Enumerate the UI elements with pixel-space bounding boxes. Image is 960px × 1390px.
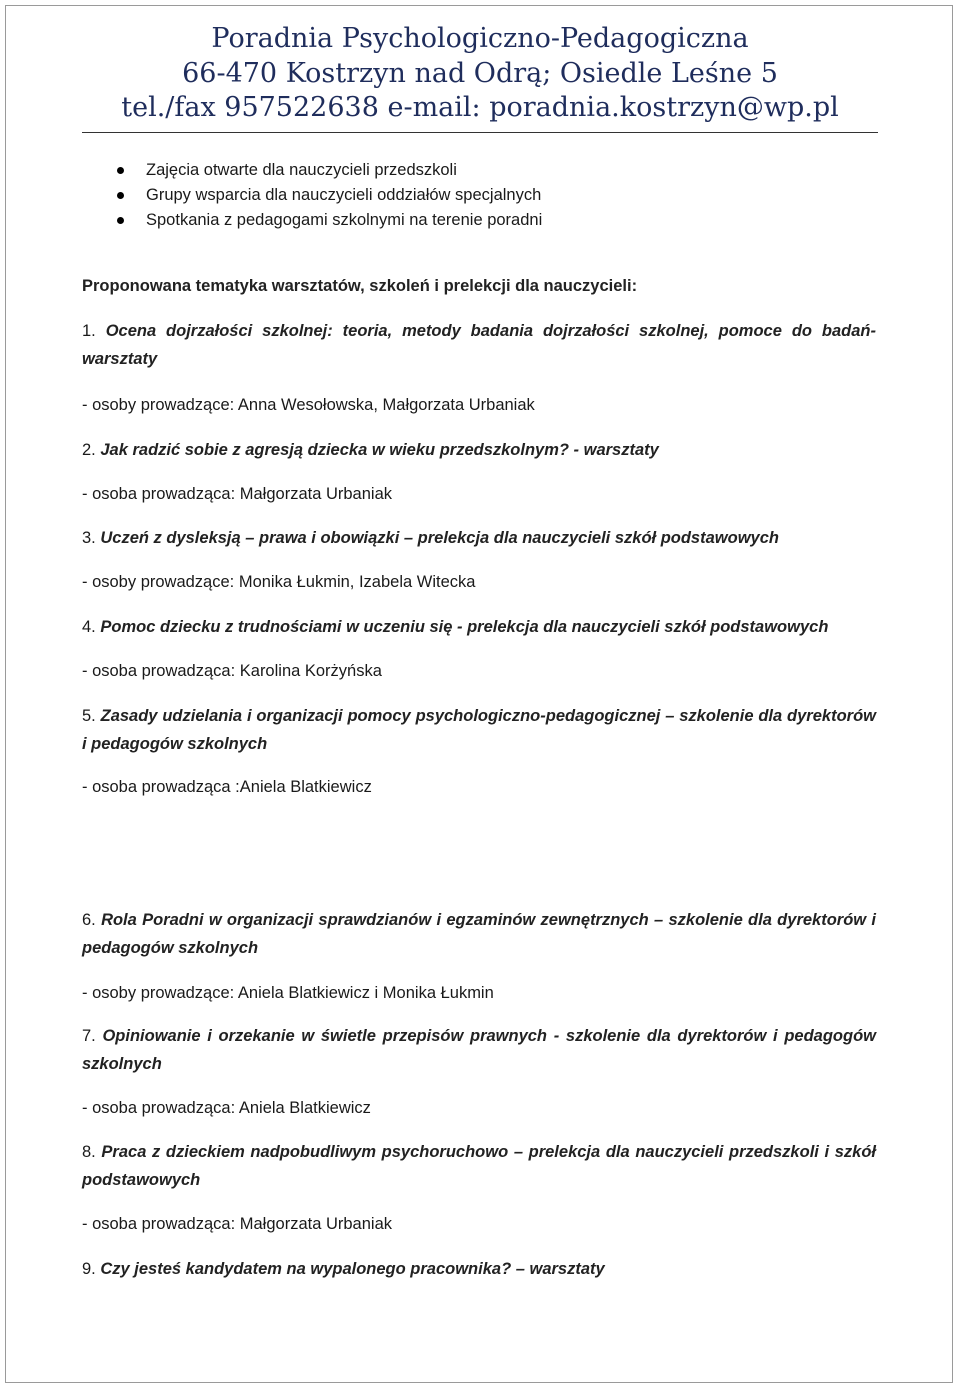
- topic-presenters: - osoba prowadząca: Małgorzata Urbaniak: [82, 485, 392, 503]
- topic-number: 7.: [82, 1027, 96, 1045]
- topic-number: 3.: [82, 529, 96, 547]
- topic-number: 8.: [82, 1143, 96, 1161]
- topic-number: 4.: [82, 618, 96, 636]
- topic-number: 1.: [82, 322, 96, 340]
- header-divider: [82, 132, 878, 133]
- topic-item-5: [82, 702, 876, 758]
- topic-item-1: [82, 317, 876, 373]
- section-heading: Proponowana tematyka warsztatów, szkoleń i prelekcji dla nauczycieli:: [82, 277, 638, 295]
- header-institution-name: Poradnia Psychologiczno-Pedagogiczna: [211, 23, 749, 54]
- topic-presenters: - osoba prowadząca: Małgorzata Urbaniak: [82, 1215, 392, 1233]
- topic-presenters: - osoba prowadząca: Aniela Blatkiewicz: [82, 1099, 371, 1117]
- topic-presenters: - osoby prowadzące: Monika Łukmin, Izabela Witecka: [82, 573, 476, 591]
- topic-number: 5.: [82, 707, 96, 725]
- topic-item-2: [82, 436, 876, 464]
- topic-title: Opiniowanie i orzekanie w świetle przepisów prawnych - szkolenie dla dyrektorów i pedagogów szkolnych: [82, 1027, 876, 1073]
- topic-presenters: - osoba prowadząca: Karolina Korżyńska: [82, 662, 382, 680]
- topic-item-3: [82, 524, 876, 552]
- topic-item-8: [82, 1138, 876, 1194]
- topic-number: 6.: [82, 911, 96, 929]
- topic-title: Praca z dzieckiem nadpobudliwym psychoruchowo – prelekcja dla nauczycieli przedszkoli i szkół podstawowych: [82, 1143, 876, 1189]
- topic-title: Pomoc dziecku z trudnościami w uczeniu się - prelekcja dla nauczycieli szkół podstawowych: [100, 618, 829, 636]
- list-item: [112, 208, 872, 233]
- topic-item-9: [82, 1255, 876, 1283]
- list-item-text: Zajęcia otwarte dla nauczycieli przedszkoli: [146, 161, 457, 179]
- topic-presenters: - osoby prowadzące: Aniela Blatkiewicz i Monika Łukmin: [82, 984, 494, 1002]
- topic-title: Uczeń z dysleksją – prawa i obowiązki – prelekcja dla nauczycieli szkół podstawowych: [100, 529, 779, 547]
- topic-number: 2.: [82, 441, 96, 459]
- list-item: [112, 183, 872, 208]
- list-item-text: Spotkania z pedagogami szkolnymi na terenie poradni: [146, 211, 543, 229]
- topic-title: Jak radzić sobie z agresją dziecka w wieku przedszkolnym? - warsztaty: [100, 441, 659, 459]
- activities-list: [112, 158, 872, 233]
- document-header: [82, 22, 878, 126]
- header-address: 66-470 Kostrzyn nad Odrą; Osiedle Leśne 5: [182, 57, 778, 89]
- bullet-icon: [117, 217, 124, 224]
- topic-item-4: [82, 613, 876, 641]
- topic-title: Zasady udzielania i organizacji pomocy psychologiczno-pedagogicznej – szkolenie dla dyrektorów i pedagogów szkolnych: [82, 707, 876, 753]
- topic-number: 9.: [82, 1260, 96, 1278]
- topic-title: Czy jesteś kandydatem na wypalonego pracownika? – warsztaty: [100, 1260, 605, 1278]
- bullet-icon: [117, 192, 124, 199]
- topic-title: Rola Poradni w organizacji sprawdzianów i egzaminów zewnętrznych – szkolenie dla dyrektorów i pedagogów szkolnych: [82, 911, 876, 957]
- list-item-text: Grupy wsparcia dla nauczycieli oddziałów specjalnych: [146, 186, 542, 204]
- topic-presenters: - osoby prowadzące: Anna Wesołowska, Małgorzata Urbaniak: [82, 396, 535, 414]
- list-item: [112, 158, 872, 183]
- topic-presenters: - osoba prowadząca :Aniela Blatkiewicz: [82, 778, 372, 796]
- topic-item-7: [82, 1022, 876, 1078]
- topic-item-6: [82, 906, 876, 962]
- topic-title: Ocena dojrzałości szkolnej: teoria, metody badania dojrzałości szkolnej, pomoce do badań-warsztaty: [82, 322, 876, 368]
- header-contact: tel./fax 957522638 e-mail: poradnia.kostrzyn@wp.pl: [121, 92, 839, 123]
- bullet-icon: [117, 167, 124, 174]
